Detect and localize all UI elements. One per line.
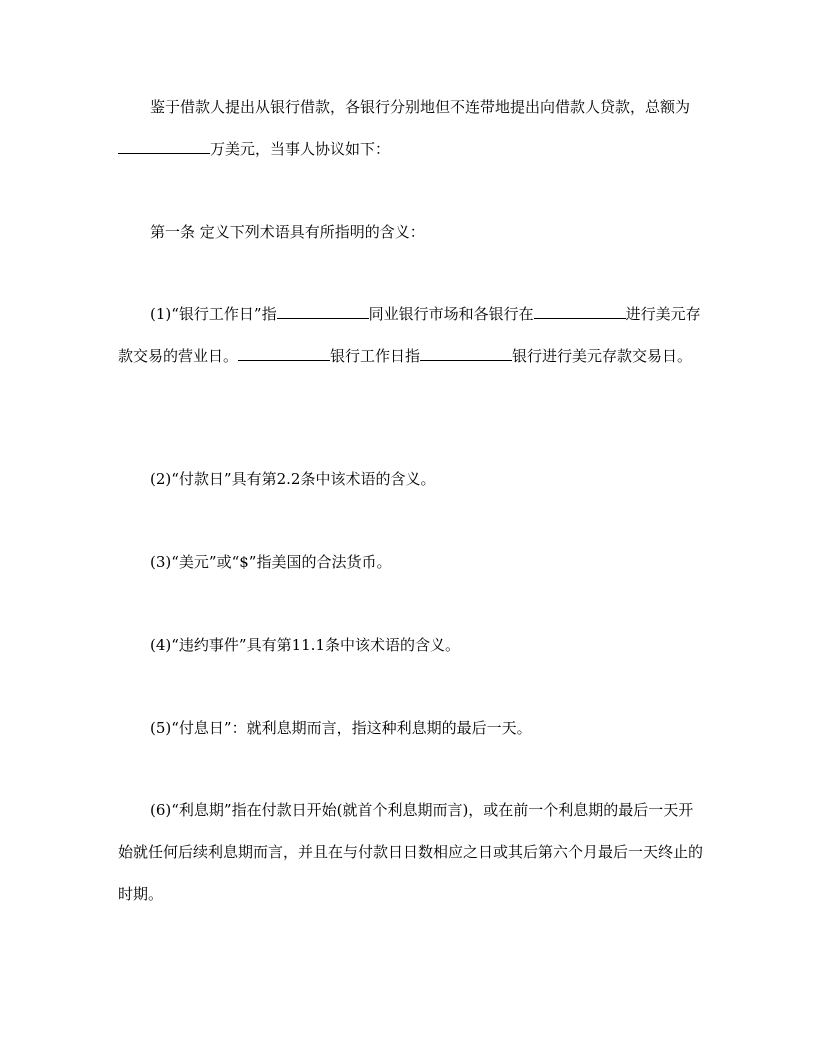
definition-6: (6)“利息期”指在付款日开始(就首个利息期而言)，或在前一个利息期的最后一天开始就任何后续利息期而言，并且在与付款日日数相应之日或其后第六个月最后一天终止的时期。	[118, 801, 704, 903]
def1-blank-1	[277, 304, 369, 319]
intro-text-1: 鉴于借款人提出从银行借款，各银行分别地但不连带地提出向借款人贷款，总额为	[150, 98, 691, 116]
def1-text-5: 银行进行美元存款交易日。	[512, 347, 693, 365]
definition-2: (2)“付款日”具有第2.2条中该术语的含义。	[150, 470, 436, 488]
def1-text-2: 同业银行市场和各银行在	[368, 305, 534, 323]
def1-text-3: 进行美元存款交易的营业日。	[118, 305, 701, 365]
definition-4: (4)“违约事件”具有第11.1条中该术语的含义。	[150, 636, 460, 654]
article-1-heading: 第一条 定义下列术语具有所指明的含义：	[150, 223, 425, 241]
intro-text-2: 万美元，当事人协议如下：	[210, 140, 391, 158]
amount-blank	[118, 139, 210, 154]
intro-paragraph	[118, 86, 703, 170]
def1-blank-2	[534, 304, 626, 319]
definition-5: (5)“付息日”：就利息期而言，指这种利息期的最后一天。	[150, 719, 532, 737]
def1-blank-3	[238, 346, 330, 361]
def1-text-4: 银行工作日指	[330, 347, 421, 365]
def1-blank-4	[420, 346, 512, 361]
def1-text-1: (1)“银行工作日”指	[150, 305, 277, 323]
definition-1	[118, 293, 703, 377]
definition-3: (3)“美元”或“$”指美国的合法货币。	[150, 553, 392, 571]
